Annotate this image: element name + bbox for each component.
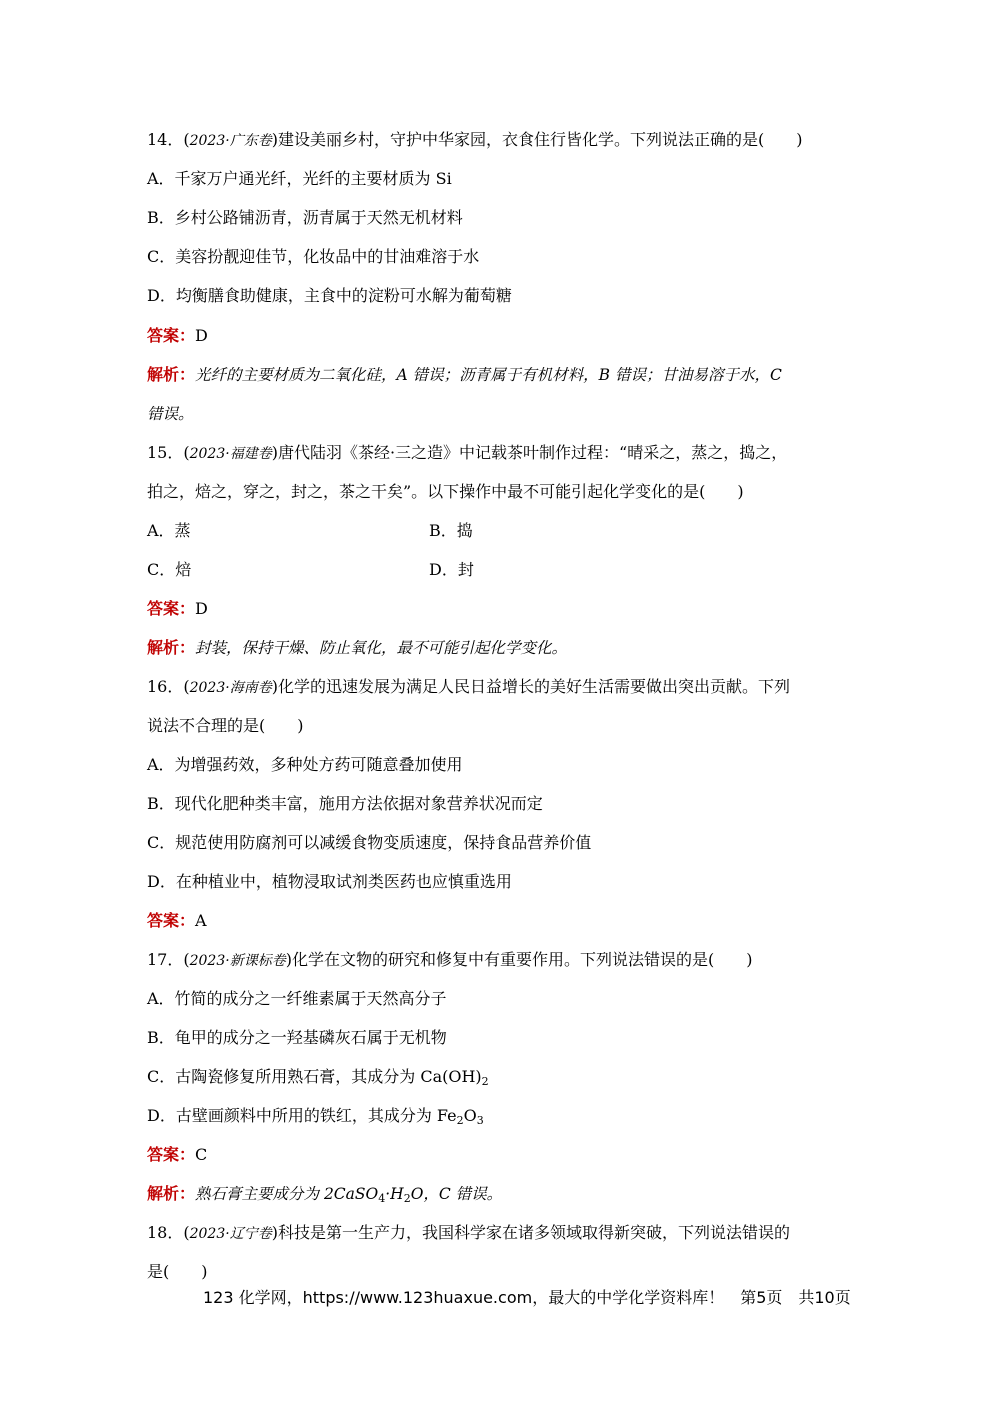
option-d: D．均衡膳食助健康，主食中的淀粉可水解为葡萄糖 (147, 286, 512, 305)
answer-line (147, 598, 857, 620)
question-15-stem (147, 442, 857, 465)
question-14-stem (147, 129, 857, 152)
subscript: 4 (378, 1192, 386, 1205)
option-b: B．捣 (429, 521, 473, 540)
answer-line (147, 1144, 857, 1166)
explanation-line (147, 637, 857, 659)
explanation-label: 解析： (147, 1184, 196, 1203)
option-d: D．封 (429, 560, 474, 579)
question-number: 17．( (147, 950, 190, 969)
answer-label: 答案： (147, 326, 196, 345)
explanation-text: 错误。 (147, 405, 194, 423)
answer-value: C (195, 1145, 208, 1164)
answer-label: 答案： (147, 911, 196, 930)
question-18-stem (147, 1222, 857, 1245)
question-text: )化学的迅速发展为满足人民日益增长的美好生活需要做出突出贡献。下列 (271, 677, 790, 696)
answer-value: D (195, 326, 208, 345)
answer-value: D (195, 599, 208, 618)
question-number: 16．( (147, 677, 190, 696)
formula-part: O (463, 1106, 477, 1125)
explanation-line (147, 1183, 857, 1205)
question-15-stem-line-2: 拍之，焙之，穿之，封之，茶之干矣”。以下操作中最不可能引起化学变化的是( ) (147, 482, 744, 501)
option-b: B．现代化肥种类丰富，施用方法依据对象营养状况而定 (147, 794, 543, 813)
question-text: )唐代陆羽《茶经·三之造》中记载茶叶制作过程：“晴采之，蒸之，捣之， (271, 443, 788, 462)
question-17-stem (147, 949, 857, 972)
explanation-text: 熟石膏主要成分为 2CaSO (195, 1185, 379, 1203)
explanation-text-end: O，C 错误。 (410, 1185, 503, 1203)
question-source: 2023·海南卷 (189, 680, 272, 696)
subscript: 3 (476, 1114, 484, 1127)
option-a: A．蒸 (147, 521, 191, 540)
explanation-label: 解析： (147, 638, 196, 657)
explanation-text: 光纤的主要材质为二氧化硅，A 错误；沥青属于有机材料，B 错误；甘油易溶于水，C (195, 366, 782, 384)
option-b: B．乡村公路铺沥青，沥青属于天然无机材料 (147, 208, 463, 227)
question-16-stem-line-2: 说法不合理的是( ) (147, 716, 304, 735)
option-d: D．在种植业中，植物浸取试剂类医药也应慎重选用 (147, 872, 512, 891)
option-b: B．龟甲的成分之一羟基磷灰石属于无机物 (147, 1028, 447, 1047)
explanation-label: 解析： (147, 365, 196, 384)
question-number: 15．( (147, 443, 190, 462)
question-source: 2023·福建卷 (189, 446, 272, 462)
subscript: 2 (481, 1075, 489, 1088)
question-number: 14．( (147, 130, 190, 149)
question-source: 2023·新课标卷 (189, 953, 286, 969)
answer-label: 答案： (147, 599, 196, 618)
explanation-line-2 (147, 403, 857, 425)
answer-line (147, 325, 857, 347)
question-source: 2023·辽宁卷 (189, 1226, 272, 1242)
option-a: A．千家万户通光纤，光纤的主要材质为 Si (147, 169, 452, 188)
option-c (147, 1066, 857, 1088)
formula-part: ·H (385, 1185, 404, 1203)
question-source: 2023·广东卷 (189, 133, 272, 149)
explanation-text: 封装，保持干燥、防止氧化，最不可能引起化学变化。 (195, 639, 568, 657)
option-d-text: D．古壁画颜料中所用的铁红，其成分为 Fe (147, 1106, 457, 1125)
option-c: C．焙 (147, 560, 192, 579)
question-text: )化学在文物的研究和修复中有重要作用。下列说法错误的是( ) (285, 950, 753, 969)
question-number: 18．( (147, 1223, 190, 1242)
option-a: A．为增强药效，多种处方药可随意叠加使用 (147, 755, 463, 774)
answer-label: 答案： (147, 1145, 196, 1164)
subscript: 2 (456, 1114, 464, 1127)
question-text: )建设美丽乡村，守护中华家园，衣食住行皆化学。下列说法正确的是( ) (271, 130, 803, 149)
question-18-stem-line-2: 是( ) (147, 1262, 208, 1281)
subscript: 2 (403, 1192, 411, 1205)
option-c-text: C．古陶瓷修复所用熟石膏，其成分为 Ca(OH) (147, 1067, 482, 1086)
option-c: C．规范使用防腐剂可以减缓食物变质速度，保持食品营养价值 (147, 833, 592, 852)
option-c: C．美容扮靓迎佳节，化妆品中的甘油难溶于水 (147, 247, 480, 266)
explanation-line (147, 364, 857, 386)
question-16-stem (147, 676, 857, 699)
option-row-ab (147, 520, 857, 542)
option-d (147, 1105, 857, 1127)
question-text: )科技是第一生产力，我国科学家在诸多领域取得新突破，下列说法错误的 (271, 1223, 790, 1242)
option-a: A．竹简的成分之一纤维素属于天然高分子 (147, 989, 447, 1008)
page-footer: 123 化学网，https://www.123huaxue.com，最大的中学化学资料库！ 第5页 共10页 (203, 1288, 851, 1307)
option-row-cd (147, 559, 857, 581)
answer-value: A (195, 911, 207, 930)
answer-line (147, 910, 857, 932)
